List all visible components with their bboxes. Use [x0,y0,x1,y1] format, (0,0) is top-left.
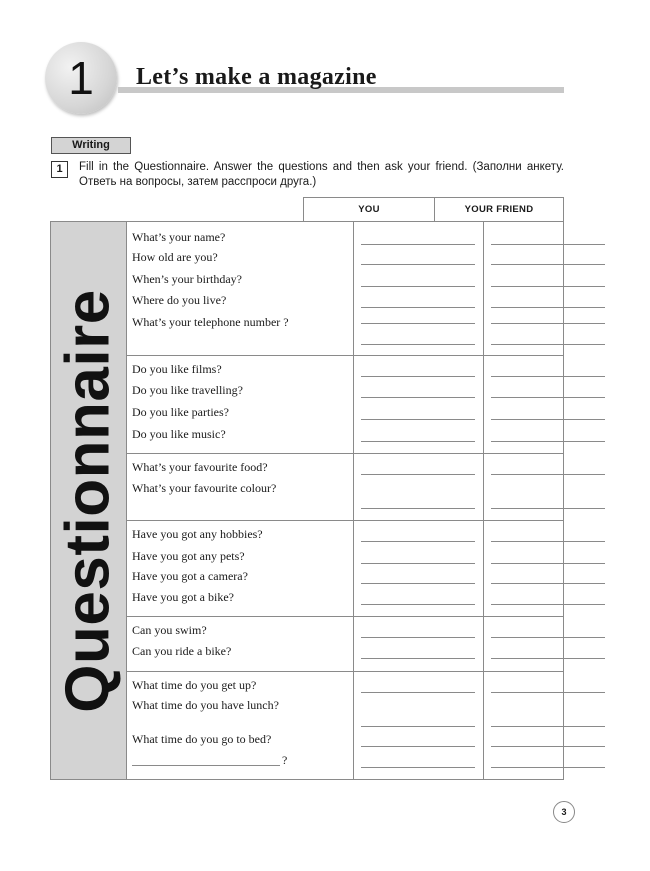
question-text: What time do you go to bed? [132,732,272,746]
question-text: What’s your name? [132,230,226,244]
column-divider [483,617,484,671]
answer-line-you[interactable] [361,376,475,377]
answer-line-friend[interactable] [491,474,605,475]
side-banner-label: Questionnaire [53,289,123,713]
answer-line-friend[interactable] [491,726,605,727]
question-text: Have you got any hobbies? [132,527,263,541]
answer-line-you[interactable] [361,767,475,768]
column-divider [353,672,354,779]
question-group [127,617,563,672]
question-text: Have you got any pets? [132,549,245,563]
question-text: How old are you? [132,250,218,264]
answer-line-friend[interactable] [491,541,605,542]
question-group [127,521,563,617]
question-text: Have you got a camera? [132,569,248,583]
column-divider [483,454,484,520]
answer-line-you[interactable] [361,323,475,324]
answer-line-you[interactable] [361,637,475,638]
answer-line-you[interactable] [361,726,475,727]
custom-question-blank[interactable] [132,765,280,766]
answer-line-friend[interactable] [491,376,605,377]
column-divider [483,222,484,355]
question-group [127,356,563,454]
answer-line-you[interactable] [361,344,475,345]
question-text: What’s your favourite food? [132,460,268,474]
section-label: Writing [51,137,131,154]
answer-line-you[interactable] [361,604,475,605]
column-divider [353,454,354,520]
column-divider [483,521,484,616]
unit-number-badge [45,42,117,114]
answer-line-friend[interactable] [491,746,605,747]
question-text: What’s your favourite colour? [132,481,277,495]
page-number: 3 [553,801,575,823]
questionnaire-table [50,221,564,780]
column-header-you: YOU [304,198,435,222]
answer-line-friend[interactable] [491,397,605,398]
answer-line-you[interactable] [361,441,475,442]
answer-line-you[interactable] [361,508,475,509]
answer-line-you[interactable] [361,658,475,659]
answer-line-you[interactable] [361,307,475,308]
answer-line-friend[interactable] [491,637,605,638]
answer-line-friend[interactable] [491,658,605,659]
column-headers [303,197,564,222]
question-group [127,454,563,521]
answer-line-you[interactable] [361,264,475,265]
answer-line-you[interactable] [361,419,475,420]
question-text: Can you ride a bike? [132,644,232,658]
answer-line-friend[interactable] [491,767,605,768]
question-text: Have you got a bike? [132,590,234,604]
answer-line-friend[interactable] [491,323,605,324]
unit-number: 1 [68,52,94,104]
column-divider [483,672,484,779]
answer-line-friend[interactable] [491,692,605,693]
column-header-your-friend: YOUR FRIEND [464,204,534,215]
question-text: Do you like parties? [132,405,229,419]
task-number: 1 [51,161,68,178]
answer-line-you[interactable] [361,397,475,398]
answer-line-you[interactable] [361,244,475,245]
question-text: ? [282,753,288,767]
answer-line-you[interactable] [361,583,475,584]
question-text: Do you like music? [132,427,226,441]
answer-line-friend[interactable] [491,563,605,564]
answer-line-you[interactable] [361,563,475,564]
unit-title: Let’s make a magazine [136,64,377,90]
answer-line-you[interactable] [361,746,475,747]
answer-line-friend[interactable] [491,307,605,308]
column-divider [353,356,354,453]
answer-line-friend[interactable] [491,508,605,509]
question-text: What time do you have lunch? [132,698,279,712]
question-group [127,672,563,779]
answer-line-you[interactable] [361,286,475,287]
answer-line-friend[interactable] [491,583,605,584]
answer-line-friend[interactable] [491,441,605,442]
answer-line-friend[interactable] [491,286,605,287]
question-text: Do you like travelling? [132,383,243,397]
answer-line-you[interactable] [361,541,475,542]
question-text: Do you like films? [132,362,222,376]
question-text: What time do you get up? [132,678,257,692]
answer-line-you[interactable] [361,692,475,693]
answer-line-you[interactable] [361,474,475,475]
question-group [127,222,563,356]
column-divider [353,521,354,616]
side-banner [51,222,127,779]
answer-line-friend[interactable] [491,244,605,245]
answer-line-friend[interactable] [491,344,605,345]
task-instructions: Fill in the Questionnaire. Answer the questions and then ask your friend. (Заполни анкету. Ответь на вопросы, затем расспроси друга.) [79,161,564,188]
column-divider [353,617,354,671]
column-divider [353,222,354,355]
question-text: When’s your birthday? [132,272,242,286]
answer-line-friend[interactable] [491,264,605,265]
answer-line-friend[interactable] [491,604,605,605]
question-text: Can you swim? [132,623,207,637]
question-text: Where do you live? [132,293,227,307]
answer-line-friend[interactable] [491,419,605,420]
column-divider [483,356,484,453]
question-text: What’s your telephone number ? [132,315,289,329]
